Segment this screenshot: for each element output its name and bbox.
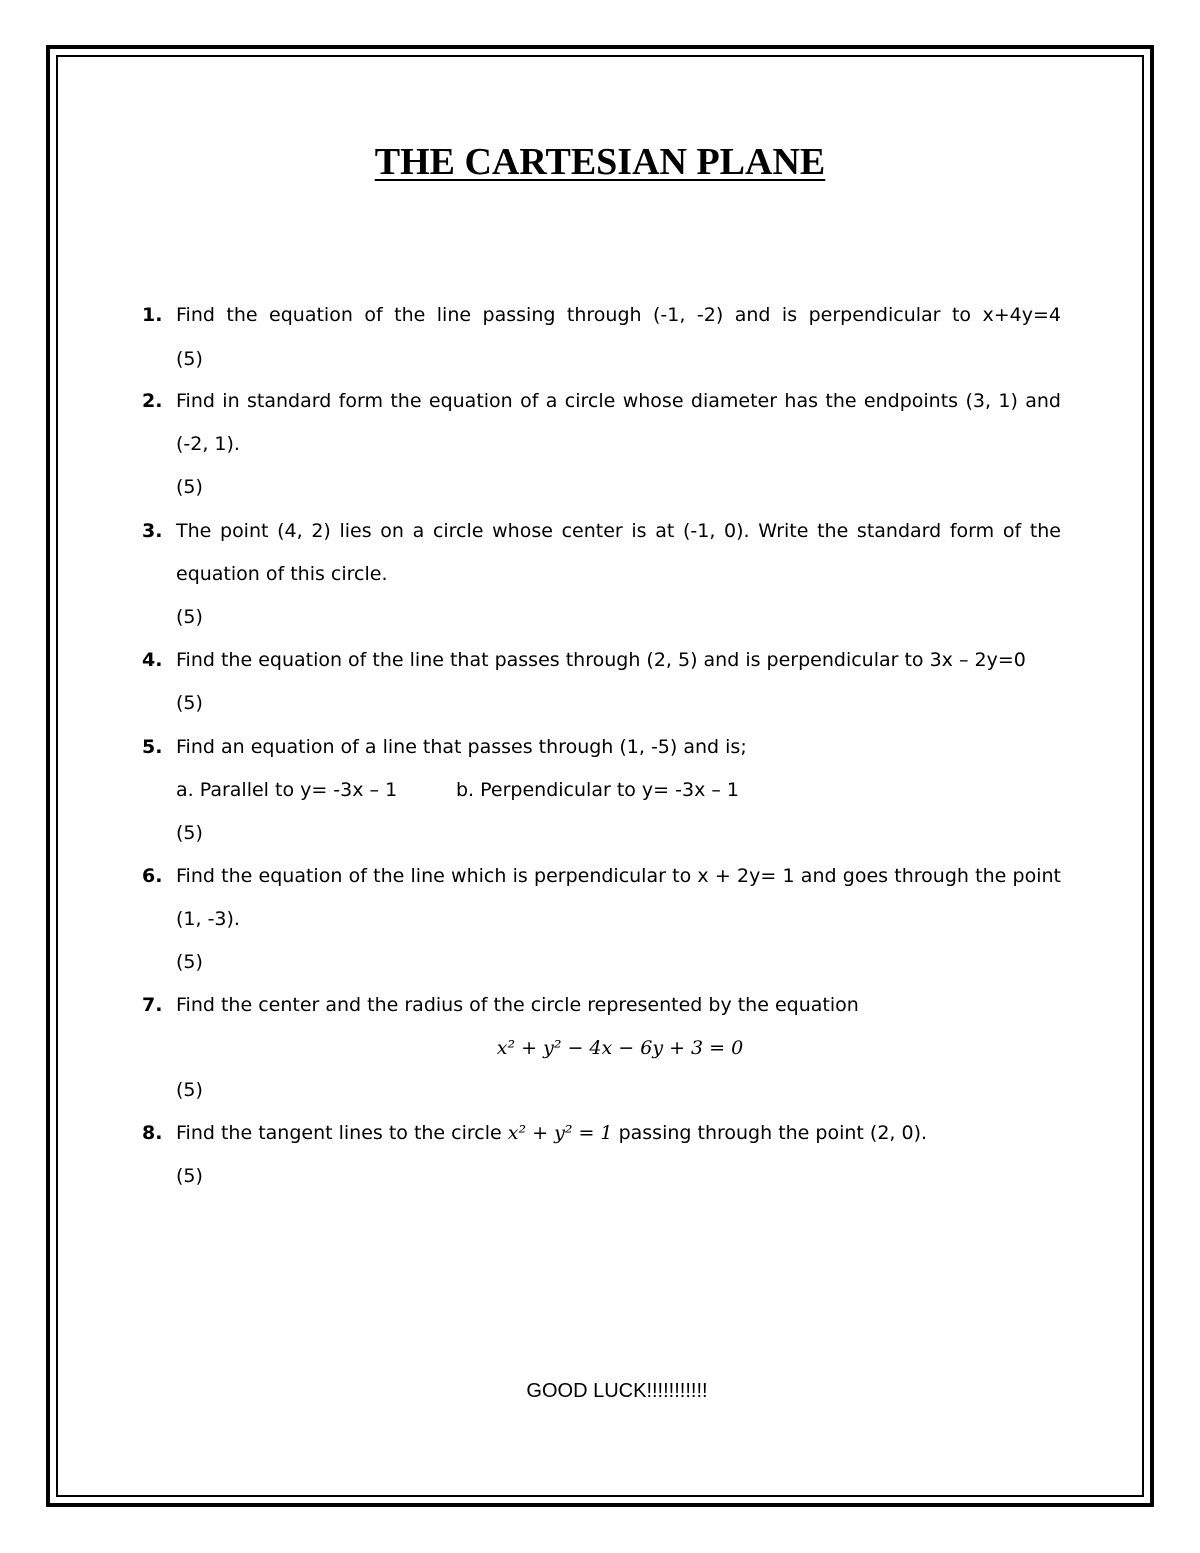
page-border-inner [56,55,1144,1497]
question-1-marks: (5) [176,348,203,370]
question-8-marks: (5) [176,1165,203,1187]
question-5-part-b: b. Perpendicular to y= -3x – 1 [456,779,739,801]
question-3-number: 3. [142,520,163,542]
question-5-number: 5. [142,736,163,758]
question-8-text-after: passing through the point (2, 0). [618,1122,928,1144]
question-7-number: 7. [142,994,163,1016]
question-4-text: Find the equation of the line that passes through (2, 5) and is perpendicular to 3x – 2y=0 [176,649,1026,671]
question-6-number: 6. [142,865,163,887]
question-3-marks: (5) [176,606,203,628]
question-2-text-line2: (-2, 1). [176,433,240,455]
question-8-equation: x² + y² = 1 [507,1122,613,1144]
document-title: THE CARTESIAN PLANE [374,141,826,183]
question-5-text: Find an equation of a line that passes through (1, -5) and is; [176,736,747,758]
question-6-marks: (5) [176,951,203,973]
question-2-text-line1: Find in standard form the equation of a circle whose diameter has the endpoints (3, 1) and [176,390,1061,412]
question-5-marks: (5) [176,822,203,844]
question-6-text-line1: Find the equation of the line which is perpendicular to x + 2y= 1 and goes through the point [176,865,1061,887]
question-3-text-line1: The point (4, 2) lies on a circle whose center is at (-1, 0). Write the standard form of the [176,520,1061,542]
question-6-text-line2: (1, -3). [176,908,240,930]
question-1-text: Find the equation of the line passing through (-1, -2) and is perpendicular to x+4y=4 [176,304,1061,326]
question-2-marks: (5) [176,476,203,498]
question-7-marks: (5) [176,1079,203,1101]
question-4-marks: (5) [176,692,203,714]
closing-message: GOOD LUCK!!!!!!!!!!! [526,1380,708,1402]
question-8-text [176,1121,927,1145]
question-7-equation: x² + y² − 4x − 6y + 3 = 0 [496,1037,744,1059]
question-7-text: Find the center and the radius of the circle represented by the equation [176,994,859,1016]
question-5-part-a: a. Parallel to y= -3x – 1 [176,779,398,801]
question-1-number: 1. [142,304,163,326]
question-8-number: 8. [142,1122,163,1144]
question-8-text-before: Find the tangent lines to the circle [176,1122,502,1144]
question-2-number: 2. [142,390,163,412]
question-3-text-line2: equation of this circle. [176,563,388,585]
question-4-number: 4. [142,649,163,671]
